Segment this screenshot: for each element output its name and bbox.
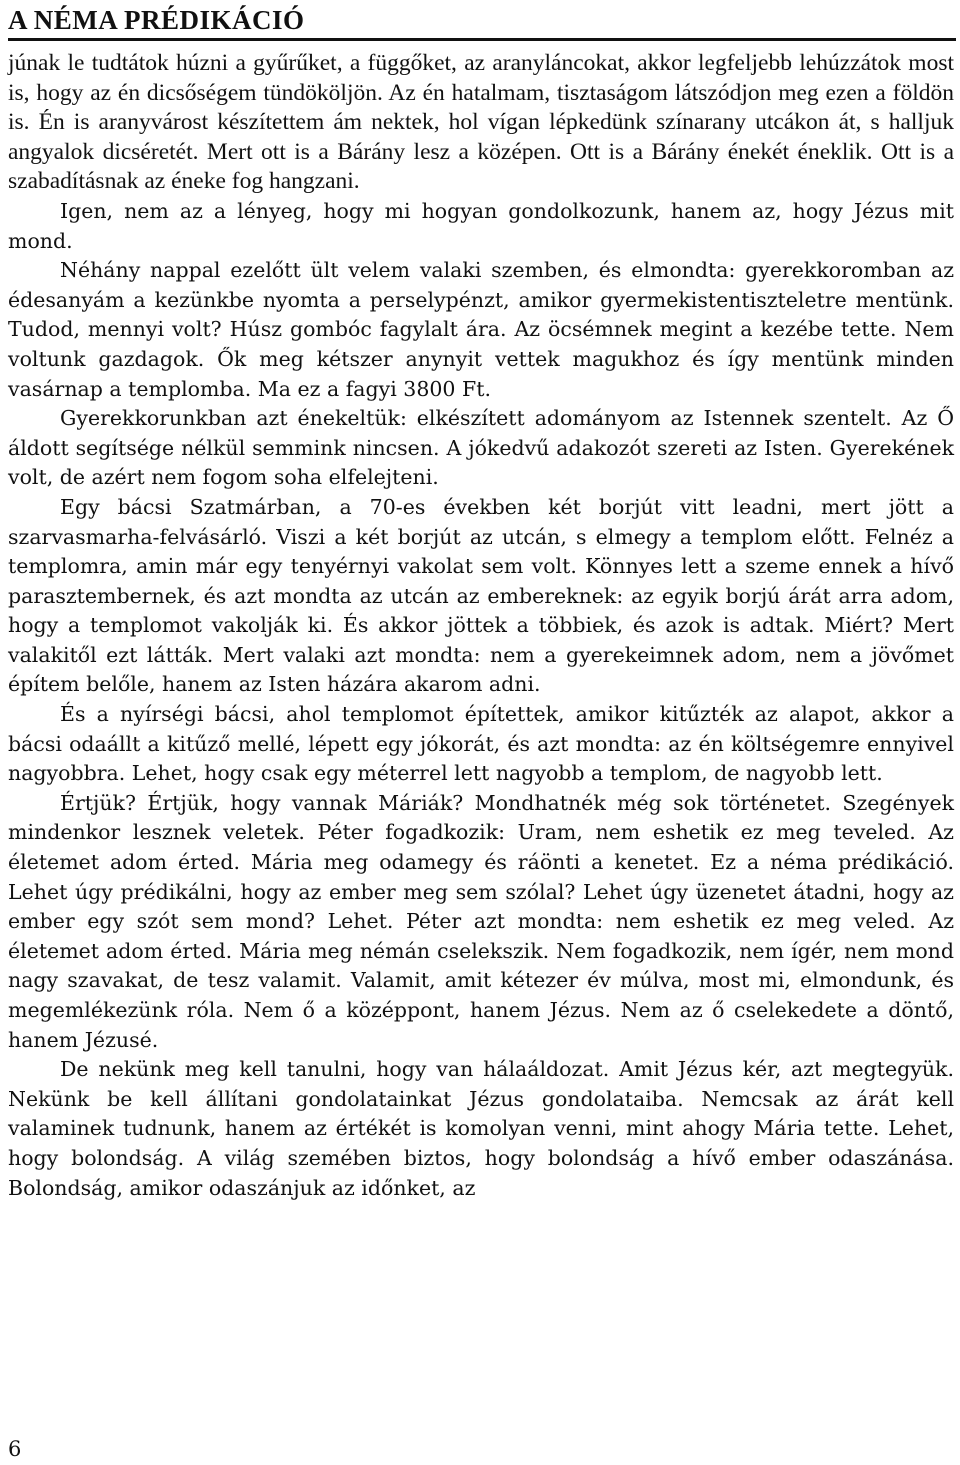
- paragraph: De nekünk meg kell tanulni, hogy van hálaáldozat. Amit Jézus kér, azt megtegyük. Nekünk be kell állítani gondolatainkat Jézus gondolataiba. Nemcsak az árát kell valaminek tudnunk, hanem az értékét is komolyan venni, mint ahogy Mária tette. Lehet, hogy bolondság. A világ szemében biztos, hogy bolondság a hívő ember odaszánása. Bolondság, amikor odaszánjuk az időnket, az: [8, 1057, 954, 1200]
- paragraph: Igen, nem az a lényeg, hogy mi hogyan gondolkozunk, hanem az, hogy Jézus mit mond.: [8, 198, 954, 253]
- paragraph: júnak le tudtátok húzni a gyűrűket, a függőket, az aranyláncokat, akkor legfeljebb lehúzzátok most is, hogy az én dicsőségem tündököljön. Az én hatalmam, tisztaságom látszódjon meg ezen a földön is. Én is aranyvárost készítettem ám nektek, hol vígan lépkedünk színarany utcákon át, s halljuk angyalok dicséretét. Mert ott is a Bárány lesz a középen. Ott is a Bárány énekét éneklik. Ott is a szabadításnak az éneke fog hangzani.: [8, 50, 954, 195]
- page-number: 6: [8, 1437, 22, 1461]
- paragraph: És a nyírségi bácsi, ahol templomot építettek, amikor kitűzték az alapot, akkor a bácsi odaállt a kitűző mellé, lépett egy jókorát, és azt mondta: az én költségemre ennyivel nagyobbra. Lehet, hogy csak egy méterrel lett nagyobb a templom, de nagyobb lett.: [8, 702, 954, 786]
- chapter-title: A NÉMA PRÉDIKÁCIÓ: [8, 5, 305, 35]
- paragraph: Egy bácsi Szatmárban, a 70-es években két borjút vitt leadni, mert jött a szarvasmarha-felvásárló. Viszi a két borjút az utcán, s elmegy a templom előtt. Felnéz a templomra, amin már egy tenyérnyi vakolat sem volt. Könnyes lett a szeme ennek a hívő parasztembernek, és azt mondta az utcán az embereknek: az egyik borjú árát arra adom, hogy a templomot vakolják ki. És akkor jöttek a többiek, és azok is adtak. Miért? Mert valakitől ezt látták. Mert valaki azt mondta: nem a gyerekeimnek adom, nem a jövőmet építem belőle, hanem az Isten házára akarom adni.: [8, 494, 954, 697]
- running-header: [8, 2, 956, 41]
- paragraph: Gyerekkorunkban azt énekeltük: elkészített adományom az Istennek szentelt. Az Ő áldott segítsége nélkül semmink nincsen. A jókedvű adakozót szereti az Isten. Gyerekének volt, de azért nem fogom soha elfelejteni.: [8, 406, 954, 490]
- paragraph: Néhány nappal ezelőtt ült velem valaki szemben, és elmondta: gyerekkoromban az édesanyám a kezünkbe nyomta a perselypénzt, amikor gyermekistentiszteletre mentünk. Tudod, mennyi volt? Húsz gombóc fagylalt ára. Az öcsémnek megint a kezébe tette. Nem voltunk gazdagok. Ők meg kétszer anynyit vettek magukhoz és így mentünk minden vasárnap a templomba. Ma ez a fagyi 3800 Ft.: [8, 258, 954, 401]
- body-text: [8, 49, 954, 1203]
- paragraph: Értjük? Értjük, hogy vannak Máriák? Mondhatnék még sok történetet. Szegények mindenkor lesznek veletek. Péter fogadkozik: Uram, nem eshetik ez meg teveled. Az életemet adom érted. Mária meg odamegy és ráönti a kenetet. Ez a néma prédikáció. Lehet úgy prédikálni, hogy az ember meg sem szólal? Lehet úgy üzenetet átadni, hogy az ember egy szót sem mond? Lehet. Péter azt mondta: nem eshetik ez meg veled. Az életemet adom érted. Mária meg némán cselekszik. Nem fogadkozik, nem ígér, nem mond nagy szavakat, de tesz valamit. Valamit, amit kétezer év múlva, most mi, elmondunk, és megemlékezünk róla. Nem ő a középpont, hanem Jézus. Nem az ő cselekedete a döntő, hanem Jézusé.: [8, 790, 954, 1052]
